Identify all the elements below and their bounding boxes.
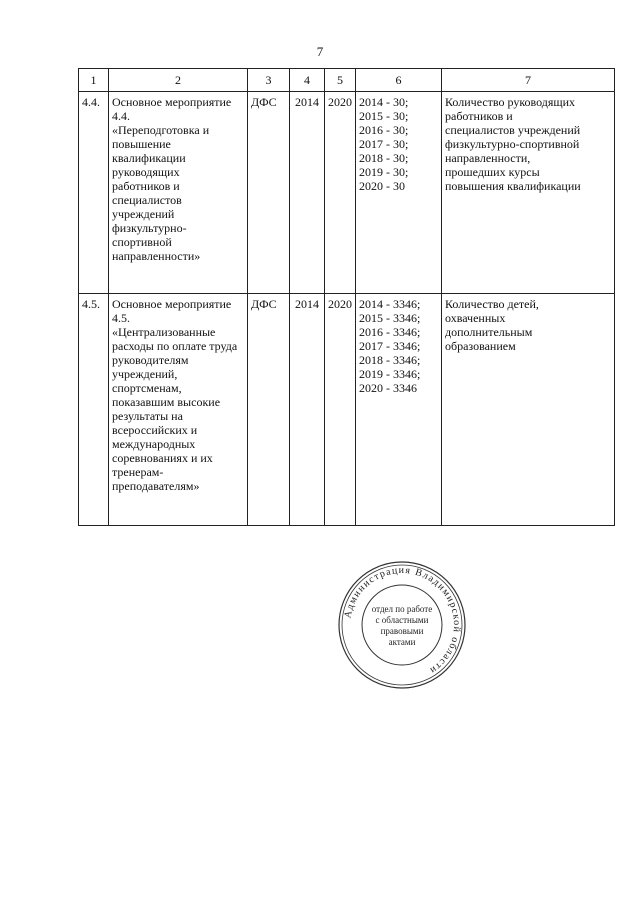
column-header: 1: [79, 69, 109, 92]
measure-name: Основное мероприятие 4.4. «Переподготовка и повышение квалификации руководящих работников и специалистов учреждений физкультурно- спортивной направленности»: [109, 92, 248, 294]
yearly-values: 2014 - 3346; 2015 - 3346; 2016 - 3346; 2017 - 3346; 2018 - 3346; 2019 - 3346; 2020 - 3346: [356, 294, 442, 526]
stamp-center-line: актами: [388, 637, 416, 647]
stamp-seal-icon: [337, 560, 467, 690]
start-year: 2014: [290, 294, 325, 526]
row-number: 4.5.: [79, 294, 109, 526]
indicator: Количество руководящих работников и специалистов учреждений физкультурно-спортивной направленности, прошедших курсы повышения квалификации: [442, 92, 615, 294]
column-header: 7: [442, 69, 615, 92]
start-year: 2014: [290, 92, 325, 294]
column-header: 2: [109, 69, 248, 92]
column-header: 5: [325, 69, 356, 92]
stamp-center-line: отдел по работе: [371, 604, 433, 614]
table-header-row: [79, 69, 615, 92]
stamp-ring-text: Администрация Владимирской области: [342, 564, 463, 677]
executor: ДФС: [248, 92, 290, 294]
column-header: 4: [290, 69, 325, 92]
column-header: 3: [248, 69, 290, 92]
yearly-values: 2014 - 30; 2015 - 30; 2016 - 30; 2017 - 30; 2018 - 30; 2019 - 30; 2020 - 30: [356, 92, 442, 294]
executor: ДФС: [248, 294, 290, 526]
table-row: [79, 294, 615, 526]
page-number: 7: [316, 44, 324, 59]
indicator: Количество детей, охваченных дополнительным образованием: [442, 294, 615, 526]
row-number: 4.4.: [79, 92, 109, 294]
stamp-center-line: правовыми: [380, 626, 424, 636]
official-stamp: [337, 560, 467, 690]
end-year: 2020: [325, 92, 356, 294]
measure-name: Основное мероприятие 4.5. «Централизованные расходы по оплате труда руководителям учреждений, спортсменам, показавшим высокие результаты на всероссийских и международных соревнованиях и их тренерам- преподавателям»: [109, 294, 248, 526]
stamp-center-line: с областными: [375, 615, 429, 625]
end-year: 2020: [325, 294, 356, 526]
table-row: [79, 92, 615, 294]
measures-table: [78, 68, 615, 526]
column-header: 6: [356, 69, 442, 92]
